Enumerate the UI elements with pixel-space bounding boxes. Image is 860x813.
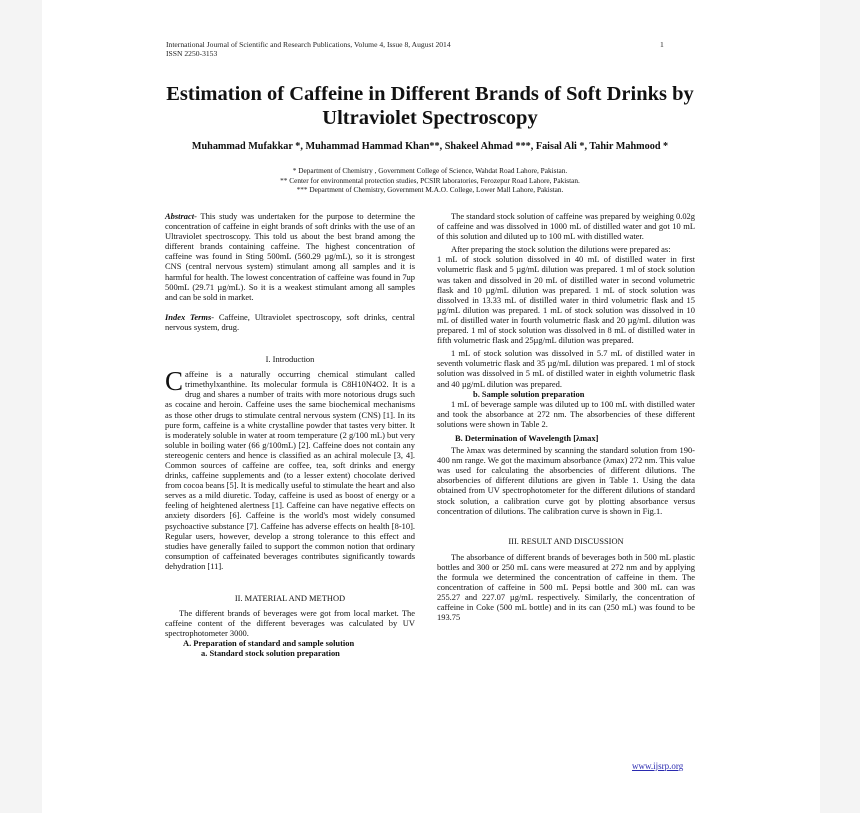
left-column xyxy=(165,211,415,659)
affiliations xyxy=(150,166,710,195)
author-list: Muhammad Mufakkar *, Muhammad Hammad Khan**, Shakeel Ahmad ***, Faisal Ali *, Tahir Mahmood * xyxy=(191,141,669,152)
abstract-label: Abstract- xyxy=(165,211,197,221)
methods-heading: II. MATERIAL AND METHOD xyxy=(234,593,346,603)
issn: ISSN 2250-3153 xyxy=(166,49,218,58)
paragraph-sample-solution: 1 mL of beverage sample was diluted up to 100 mL with distilled water and took the absorbance at 272 nm. The absorbencies of these different solutions were shown in Table 2. xyxy=(437,398,695,429)
journal-header xyxy=(166,40,451,58)
index-terms xyxy=(165,312,415,332)
subsection-wavelength-heading: B. Determination of Wavelength [λmax] xyxy=(455,432,599,443)
paragraph-results: The absorbance of different brands of beverages both in 500 mL plastic bottles and 300 or 250 mL cans were measured at 272 nm and by applying the formula we determined the concentration of caffeine in them. The concentration of caffeine in 500 mL Pepsi bottle and 300 mL can was 255.27 and 227.07 µg/mL respectively. Similarly, the concentration of caffeine in Coke (500 mL bottle) and in its can (250 mL) was found to be 193.75 xyxy=(437,551,695,623)
introduction-body xyxy=(165,366,415,571)
index-terms-text: - Caffeine, Ultraviolet spectroscopy, soft drinks, central nervous system, drug. xyxy=(165,311,415,332)
page-number: 1 xyxy=(660,40,664,49)
journal-name: International Journal of Scientific and Research Publications, Volume 4, Issue 8, August 2014 xyxy=(166,40,451,49)
subsection-a-heading: A. Preparation of standard and sample solution xyxy=(183,638,355,649)
subsection-b-heading: b. Sample solution preparation xyxy=(473,388,585,399)
journal-website-link[interactable]: www.ijsrp.org xyxy=(632,761,684,771)
methods-text: The different brands of beverages were got from local market. The caffeine content of the different beverages was calculated by UV spectrophotometer 3000. xyxy=(165,608,415,639)
paragraph-dilutions-2: 1 mL of stock solution was dissolved in 5.7 mL of distilled water in seventh volumetric flask and 35 µg/mL dilution was prepared. 1 ml of stock solution was dissolved in 5 mL of distilled water in eighth volumetric flask and 40 µg/mL dilution was prepared. xyxy=(437,348,695,389)
paragraph-wavelength: The λmax was determined by scanning the standard solution from 190-400 nm range. We got the maximum absorbance (λmax) 272 nm. This value was used for calculating the absorbencies of different dilutions. The absorbencies of different dilutions are given in Table 1. Using the data obtained from UV spectrophotometer for the different dilutions of standard stock solution, a calibration curve got by plotting absorbance versus concentration of dilutions. The calibration curve is shown in Fig.1. xyxy=(437,445,695,516)
introduction-heading: I. Introduction xyxy=(265,354,315,365)
paper-title: Estimation of Caffeine in Different Brands of Soft Drinks by Ultraviolet Spectroscopy xyxy=(166,83,694,129)
affiliation-3: *** Department of Chemistry, Government M.A.O. College, Lower Mall Lahore, Pakistan. xyxy=(296,185,564,195)
drop-cap: C xyxy=(165,366,184,397)
affiliation-2: ** Center for environmental protection studies, PCSIR laboratories, Ferozepur Road Lahore, Pakistan. xyxy=(280,175,580,185)
results-heading: III. RESULT AND DISCUSSION xyxy=(508,535,624,546)
paragraph-dilutions-intro: After preparing the stock solution the dilutions were prepared as: xyxy=(451,244,671,255)
introduction-text: affeine is a naturally occurring chemical stimulant called trimethylxanthine. Its molecular formula is C8H10N4O2. It is a drug and shares a number of traits with more notorious drugs such as cocaine and heroin. Caffeine uses the same biochemical mechanisms as those other drugs to stimulate central nervous system (CNS) [1]. In its pure form, caffeine is a white crystalline powder that tastes very bitter. It is moderately soluble in water at room temperature (2 g/100 mL) but very soluble in boiling water (66 g/100mL) [2]. Caffeine does not contain any stereogenic centers and hence is classified as an achiral molecule [3, 4]. Common sources of caffeine are coffee, tea, soft drinks and energy drinks, caffeine supplements and (to a lesser extent) chocolate derived from cocoa beans [5]. It is medically useful to stimulate the heart and also serves as a mild diuretic. Today, caffeine is used as boost of energy or a feeling of heightened alertness [1]. Caffeine can have negative effects on anxiety disorders [6]. Caffeine is the world's most widely consumed psychoactive substance [7]. Caffeine has adverse effects on health [8-10]. Regular users, however, develop a strong tolerance to this effect and studies have generally failed to support the common notion that ordinary consumption of caffeinated beverages contributes significantly towards dehydration [11]. xyxy=(165,369,415,571)
right-column xyxy=(437,211,695,622)
index-terms-label: Index Terms xyxy=(165,311,212,322)
abstract xyxy=(165,211,415,302)
paragraph-dilutions: 1 mL of stock solution dissolved in 40 mL of distilled water in first volumetric flask and 5 µg/mL dilution was prepared. 1 ml of stock solution was taken and dissolved in 20 mL of distilled water in second volumetric flask and 10 µg/mL dilution was prepared. 1 mL of stock solution was dissolved in 13.33 mL of distilled water in third volumetric flask and 15 µg/mL dilution was prepared. 1 mL of stock solution was dissolved in 10 mL of distilled water in fourth volumetric flask and 20 µg/mL dilution was prepared. 1 ml of stock solution was dissolved in 8 mL of distilled water in fifth volumetric flask and 25µg/mL dilution was prepared. xyxy=(437,254,695,346)
paragraph-stock-solution: The standard stock solution of caffeine was prepared by weighing 0.02g of caffeine and was dissolved in 1000 mL of distilled water and got 10 mL of this solution and diluted up to 100 mL with distilled water. xyxy=(437,211,695,242)
abstract-text: This study was undertaken for the purpose to determine the concentration of caffeine in eight brands of soft drinks with the use of an Ultraviolet spectroscopy. This told us about the best brand among the different brands containing caffeine. The highest concentration of caffeine was found in Sting 500mL (560.29 µg/mL), so it is strongest CNS (central nervous system) stimulant among all samples and it is harmful for health. The lowest concentration of caffeine was found in 7up 500mL (29.71 µg/mL). So it is a weakest stimulant among all samples and can be sold in market. xyxy=(165,211,415,302)
subsection-a-a-heading: a. Standard stock solution preparation xyxy=(201,648,340,659)
affiliation-1: * Department of Chemistry , Government College of Science, Wahdat Road Lahore, Pakistan. xyxy=(292,166,568,175)
